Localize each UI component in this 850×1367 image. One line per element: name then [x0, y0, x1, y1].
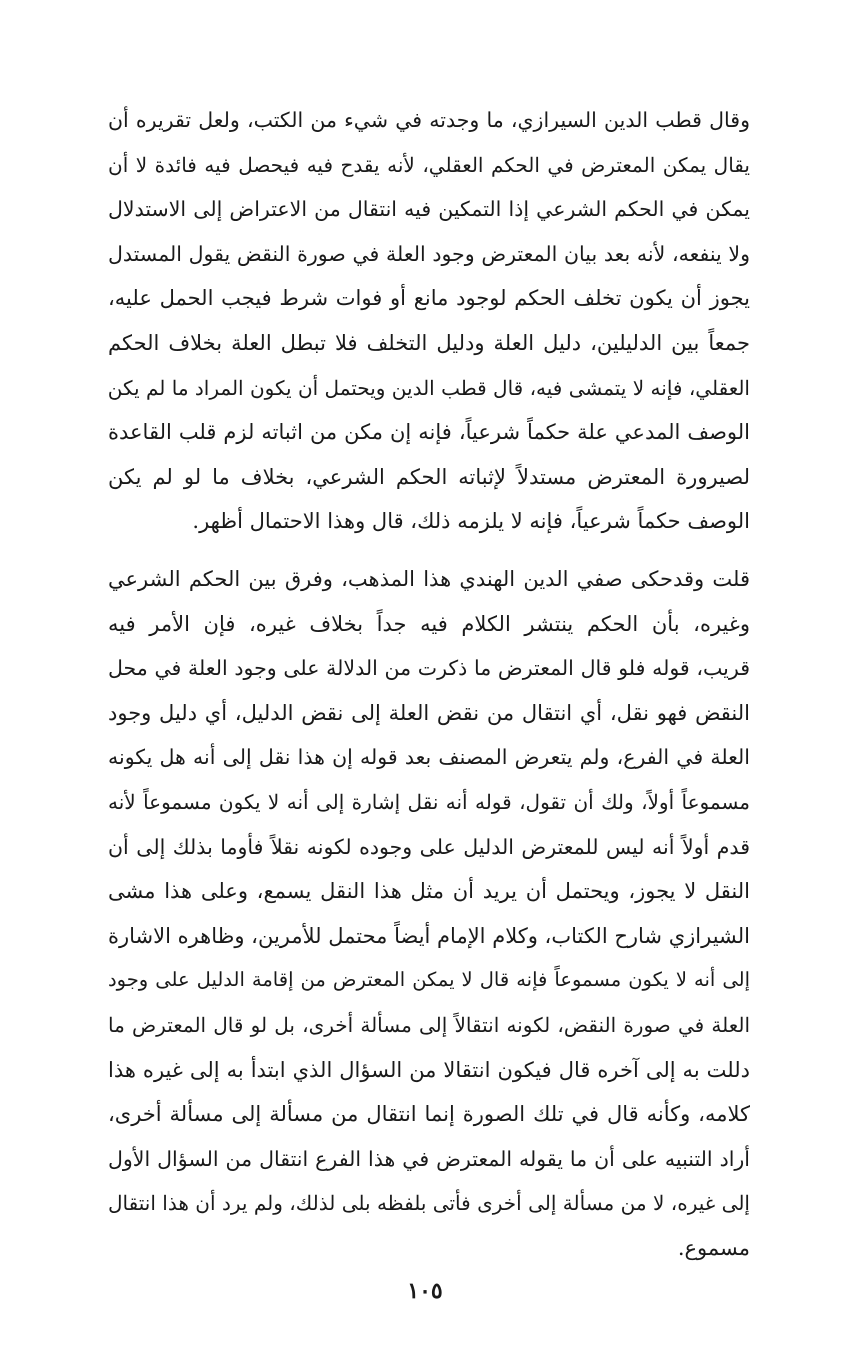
text-line: مسموع. — [677, 1235, 750, 1260]
text-line: العلة في صورة النقض، لكونه انتقالاً إلى مسألة أخرى، بل لو قال المعترض ما — [108, 1012, 750, 1037]
text-line: يقال يمكن المعترض في الحكم العقلي، لأنه يقدح فيه فيحصل فيه فائدة لا أن — [108, 152, 750, 177]
text-line: مسموعاً أولاً، ولك أن تقول، قوله أنه نقل إشارة إلى أنه لا يكون مسموعاً لأنه — [108, 789, 750, 814]
text-line: النقل لا يجوز، ويحتمل أن يريد أن مثل هذا النقل يسمع، وعلى هذا مشى — [108, 879, 750, 904]
text-line: وغيره، بأن الحكم ينتشر الكلام فيه جداً بخلاف غيره، فإن الأمر فيه — [108, 611, 750, 636]
text-line: قريب، قوله فلو قال المعترض ما ذكرت من الدلالة على وجود العلة في محل — [108, 656, 750, 681]
text-line: النقض فهو نقل، أي انتقال من نقض العلة إلى نقض الدليل، أي دليل وجود — [108, 700, 750, 725]
paragraph-1 — [108, 98, 750, 544]
text-line: الوصف المدعي علة حكماً شرعياً، فإنه إن مكن من اثباته لزم قلب القاعدة — [108, 420, 750, 445]
text-line: العلة في الفرع، ولم يتعرض المصنف بعد قوله إن هذا نقل إلى أنه هل يكونه — [108, 745, 750, 770]
text-line: قدم أولاً أنه ليس للمعترض الدليل على وجوده لكونه نقلاً فأوما بذلك إلى أن — [108, 834, 750, 859]
text-line: جمعاً بين الدليلين، دليل العلة ودليل التخلف فلا تبطل العلة بخلاف الحكم — [108, 330, 750, 355]
text-line: الشيرازي شارح الكتاب، وكلام الإمام أيضاً محتمل للأمرين، وظاهره الاشارة — [107, 923, 750, 948]
text-line: ولا ينفعه، لأنه بعد بيان المعترض وجود العلة في صورة النقض يقول المستدل — [108, 241, 750, 266]
text-line: يجوز أن يكون تخلف الحكم لوجود مانع أو فوات شرط فيجب الحمل عليه، — [108, 286, 750, 311]
text-line: دللت به إلى آخره قال فيكون انتقالا من السؤال الذي ابتدأ به إلى غيره هذا — [108, 1057, 750, 1082]
text-line: يمكن في الحكم الشرعي إذا التمكين فيه انتقال من الاعتراض إلى الاستدلال — [108, 197, 750, 222]
text-line: إلى أنه لا يكون مسموعاً فإنه قال لا يمكن المعترض من إقامة الدليل على وجود — [108, 968, 750, 992]
text-line: وقال قطب الدين السيرازي، ما وجدته في شيء من الكتب، ولعل تقريره أن — [108, 108, 750, 132]
page-number: ١٠٥ — [407, 1278, 443, 1304]
text-line: كلامه، وكأنه قال في تلك الصورة إنما انتقال من مسألة إلى مسألة أخرى، — [108, 1102, 750, 1127]
text-line: العقلي، فإنه لا يتمشى فيه، قال قطب الدين ويحتمل أن يكون المراد ما لم يكن — [107, 375, 750, 400]
text-line: الوصف حكماً شرعياً، فإنه لا يلزمه ذلك، قال وهذا الاحتمال أظهر. — [192, 509, 750, 534]
text-line: قلت وقدحكى صفي الدين الهندي هذا المذهب، وفرق بين الحكم الشرعي — [108, 567, 750, 591]
paragraph-2 — [108, 557, 750, 1271]
text-line: إلى غيره، لا من مسألة إلى أخرى فأتى بلفظه بلى لذلك، ولم يرد أن هذا انتقال — [108, 1191, 750, 1216]
text-line: لصيرورة المعترض مستدلاً لإثباته الحكم الشرعي، بخلاف ما لو لم يكن — [108, 464, 750, 489]
text-line: أراد التنبيه على أن ما يقوله المعترض في هذا الفرع انتقال من السؤال الأول — [108, 1146, 750, 1171]
